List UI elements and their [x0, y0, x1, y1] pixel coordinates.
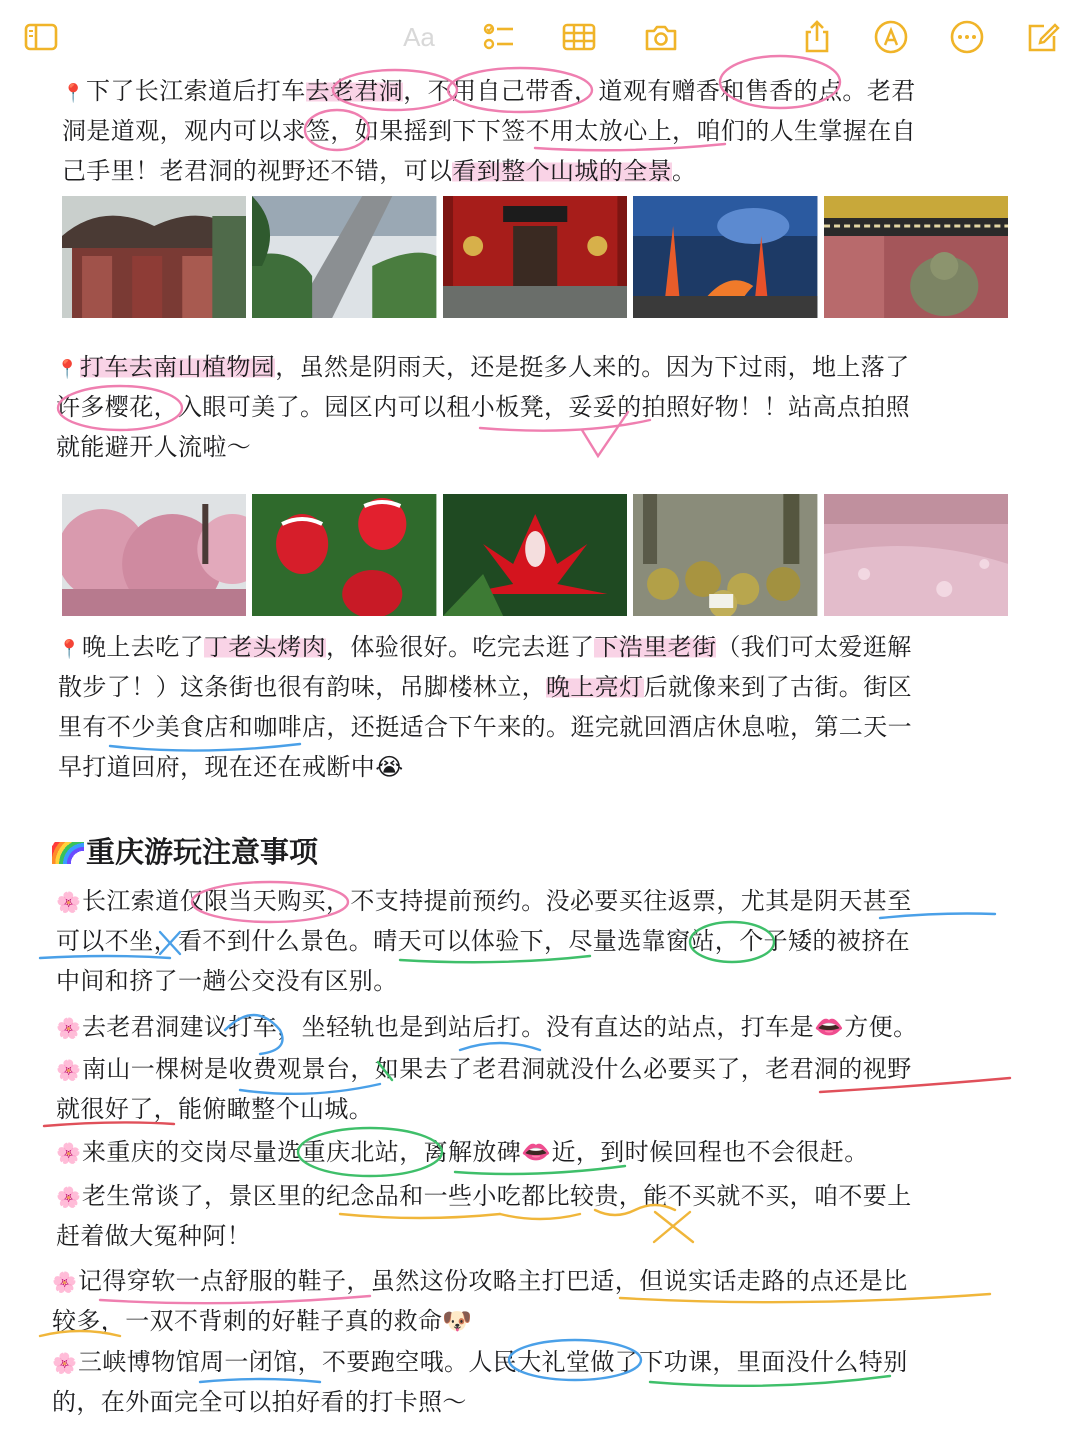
text-line: 许多樱花，入眼可美了。园区内可以租小板凳，妥妥的拍照好物！！站高点拍照	[56, 393, 910, 421]
highlighted-text: 去老君洞	[305, 77, 404, 105]
cherry-blossom-icon: 🌸	[56, 1058, 82, 1082]
highlighted-text: 打车去南山植物园	[80, 353, 276, 381]
incense-burner-photo[interactable]	[633, 196, 817, 318]
photo-row-nanshan	[62, 494, 1008, 616]
cherry-blossom-trees-photo[interactable]	[62, 494, 246, 616]
text-line: 中间和挤了一趟公交没有区别。	[56, 967, 398, 995]
tip-nanshan-viewpoint	[56, 1049, 912, 1129]
text-segment: 去老君洞建议打车，坐轻轨也是到站后打。没有直达的站点，打车是👄方便。	[82, 1013, 918, 1041]
temple-roof-photo[interactable]	[62, 196, 246, 318]
text-line: 就很好了，能俯瞰整个山城。	[56, 1095, 374, 1123]
sidebar-icon[interactable]	[18, 14, 64, 60]
markup-pen-icon[interactable]	[868, 14, 914, 60]
text-segment: 长江索道仅限当天购买，不支持提前预约。没必要买往返票，尤其是阴天甚至	[82, 887, 912, 915]
cherry-blossom-icon: 🌸	[56, 1016, 82, 1040]
table-icon[interactable]	[556, 14, 602, 60]
fallen-petals-path-photo[interactable]	[824, 494, 1008, 616]
text-segment: 晚上去吃了	[82, 633, 204, 661]
checklist-icon[interactable]	[476, 14, 522, 60]
cherry-blossom-icon: 🌸	[56, 1141, 82, 1165]
tip-cableway	[56, 881, 912, 1001]
text-segment: 来重庆的交岗尽量选重庆北站，离解放碑👄近，到时候回程也不会很赶。	[82, 1138, 869, 1166]
cherry-blossom-icon: 🌸	[52, 1351, 78, 1375]
rainbow-icon	[52, 842, 84, 864]
highlighted-text: 丁老头烤肉	[204, 633, 326, 661]
text-line: 里有不少美食店和咖啡店，还挺适合下午来的。逛完就回酒店休息啦，第二天一	[58, 713, 912, 741]
red-bromeliad-photo[interactable]	[443, 494, 627, 616]
text-line: 洞是道观，观内可以求签，如果摇到下下签不用太放心上，咱们的人生掌握在自	[62, 117, 916, 145]
text-segment: ，不用自己带香，道观有赠香和售香的点。老君	[403, 77, 916, 105]
text-segment: 南山一棵树是收费观景台，如果去了老君洞就没什么必要买了，老君洞的视野	[82, 1055, 912, 1083]
tip-souvenirs	[56, 1176, 912, 1256]
evening-paragraph	[58, 627, 912, 787]
text-segment: 。	[672, 157, 697, 185]
stone-lion-eave-photo[interactable]	[824, 196, 1008, 318]
font-format-label: Aa	[403, 21, 435, 52]
pushpin-icon: 📍	[58, 639, 81, 660]
cactus-garden-photo[interactable]	[633, 494, 817, 616]
text-segment: 后就像来到了古街。街区	[643, 673, 913, 701]
text-segment: 下了长江索道后打车	[86, 77, 306, 105]
red-tulips-photo[interactable]	[252, 494, 436, 616]
more-icon[interactable]	[944, 14, 990, 60]
red-temple-gate-photo[interactable]	[443, 196, 627, 318]
laojundong-paragraph	[62, 71, 916, 191]
text-line: 早打道回府，现在还在戒断中😭	[58, 753, 404, 781]
highlighted-text: 下浩里老街	[594, 633, 717, 661]
text-segment: 记得穿软一点舒服的鞋子，虽然这份攻略主打巴适，但说实话走路的点还是比	[78, 1267, 908, 1295]
text-segment: 己手里！老君洞的视野还不错，可以	[62, 157, 453, 185]
camera-icon[interactable]	[638, 14, 684, 60]
highlighted-text: 晚上亮灯	[546, 673, 644, 701]
text-line: 的，在外面完全可以拍好看的打卡照～	[52, 1388, 467, 1416]
photo-row-laojundong	[62, 196, 1008, 318]
highway-view-photo[interactable]	[252, 196, 436, 318]
cherry-blossom-icon: 🌸	[52, 1270, 78, 1294]
notes-toolbar	[0, 0, 1080, 76]
tip-shoes	[52, 1261, 908, 1341]
share-icon[interactable]	[794, 14, 840, 60]
highlighted-text: 看到整个山城的全景	[452, 157, 673, 185]
font-format-button[interactable]	[396, 14, 442, 60]
cherry-blossom-icon: 🌸	[56, 1185, 82, 1209]
text-line: 赶着做大冤种阿！	[56, 1222, 252, 1250]
pushpin-icon: 📍	[56, 359, 79, 380]
tip-laojundong-taxi	[56, 1007, 917, 1047]
tips-heading	[52, 830, 318, 874]
text-segment: 三峡博物馆周一闭馆，不要跑空哦。人民大礼堂做了下功课，里面没什么特别	[78, 1348, 908, 1376]
text-line: 较多，一双不背刺的好鞋子真的救命🐶	[52, 1307, 473, 1335]
pushpin-icon: 📍	[62, 83, 85, 104]
compose-icon[interactable]	[1020, 14, 1066, 60]
text-line: 就能避开人流啦～	[56, 433, 252, 461]
text-line: 可以不坐，看不到什么景色。晴天可以体验下，尽量选靠窗站，个子矮的被挤在	[56, 927, 910, 955]
tip-museum	[52, 1342, 908, 1422]
text-segment: （我们可太爱逛解	[716, 633, 912, 661]
tip-station	[56, 1132, 869, 1172]
text-segment: ，体验很好。吃完去逛了	[326, 633, 595, 661]
text-segment: ，虽然是阴雨天，还是挺多人来的。因为下过雨，地上落了	[275, 353, 910, 381]
tips-heading-text: 重庆游玩注意事项	[86, 835, 319, 869]
text-segment: 散步了！）这条街也很有韵味，吊脚楼林立，	[58, 673, 546, 701]
nanshan-paragraph	[56, 347, 910, 467]
cherry-blossom-icon: 🌸	[56, 890, 82, 914]
text-segment: 老生常谈了，景区里的纪念品和一些小吃都比较贵，能不买就不买，咱不要上	[82, 1182, 912, 1210]
